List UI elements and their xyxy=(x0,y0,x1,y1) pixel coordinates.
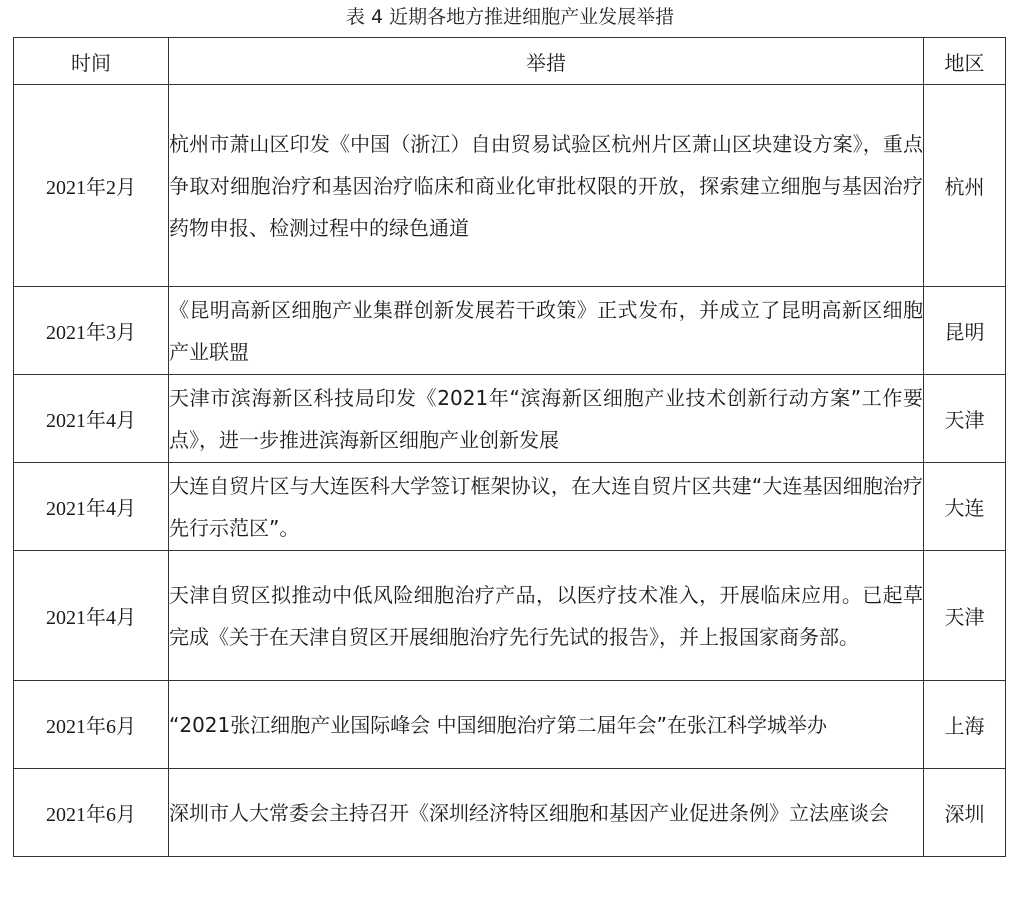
region-cell: 深圳 xyxy=(924,769,1006,857)
measure-cell: 大连自贸片区与大连医科大学签订框架协议，在大连自贸片区共建“大连基因细胞治疗先行示范区”。 xyxy=(169,463,924,551)
measure-cell: 杭州市萧山区印发《中国（浙江）自由贸易试验区杭州片区萧山区块建设方案》，重点争取对细胞治疗和基因治疗临床和商业化审批权限的开放，探索建立细胞与基因治疗药物申报、检测过程中的绿色通道 xyxy=(169,85,924,287)
measure-cell: 《昆明高新区细胞产业集群创新发展若干政策》正式发布，并成立了昆明高新区细胞产业联盟 xyxy=(169,287,924,375)
region-cell: 天津 xyxy=(924,551,1006,681)
measure-cell: “2021张江细胞产业国际峰会 中国细胞治疗第二届年会”在张江科学城举办 xyxy=(169,681,924,769)
time-cell: 2021年6月 xyxy=(14,769,169,857)
region-cell: 杭州 xyxy=(924,85,1006,287)
table-header-row xyxy=(14,38,1006,85)
region-cell: 上海 xyxy=(924,681,1006,769)
measures-table xyxy=(13,37,1006,857)
table-row xyxy=(14,287,1006,375)
time-cell: 2021年4月 xyxy=(14,375,169,463)
time-cell: 2021年3月 xyxy=(14,287,169,375)
header-time: 时间 xyxy=(14,38,169,85)
table-row xyxy=(14,375,1006,463)
table-row xyxy=(14,551,1006,681)
table-row xyxy=(14,463,1006,551)
region-cell: 昆明 xyxy=(924,287,1006,375)
region-cell: 天津 xyxy=(924,375,1006,463)
measure-cell: 天津自贸区拟推动中低风险细胞治疗产品，以医疗技术准入，开展临床应用。已起草完成《关于在天津自贸区开展细胞治疗先行先试的报告》，并上报国家商务部。 xyxy=(169,551,924,681)
table-row xyxy=(14,769,1006,857)
time-cell: 2021年4月 xyxy=(14,463,169,551)
region-cell: 大连 xyxy=(924,463,1006,551)
table-row xyxy=(14,681,1006,769)
time-cell: 2021年6月 xyxy=(14,681,169,769)
measure-cell: 天津市滨海新区科技局印发《2021年“滨海新区细胞产业技术创新行动方案”工作要点》，进一步推进滨海新区细胞产业创新发展 xyxy=(169,375,924,463)
header-region: 地区 xyxy=(924,38,1006,85)
time-cell: 2021年4月 xyxy=(14,551,169,681)
table-row xyxy=(14,85,1006,287)
measure-cell: 深圳市人大常委会主持召开《深圳经济特区细胞和基因产业促进条例》立法座谈会 xyxy=(169,769,924,857)
time-cell: 2021年2月 xyxy=(14,85,169,287)
header-measure: 举措 xyxy=(169,38,924,85)
table-caption: 表 4 近期各地方推进细胞产业发展举措 xyxy=(345,6,675,28)
